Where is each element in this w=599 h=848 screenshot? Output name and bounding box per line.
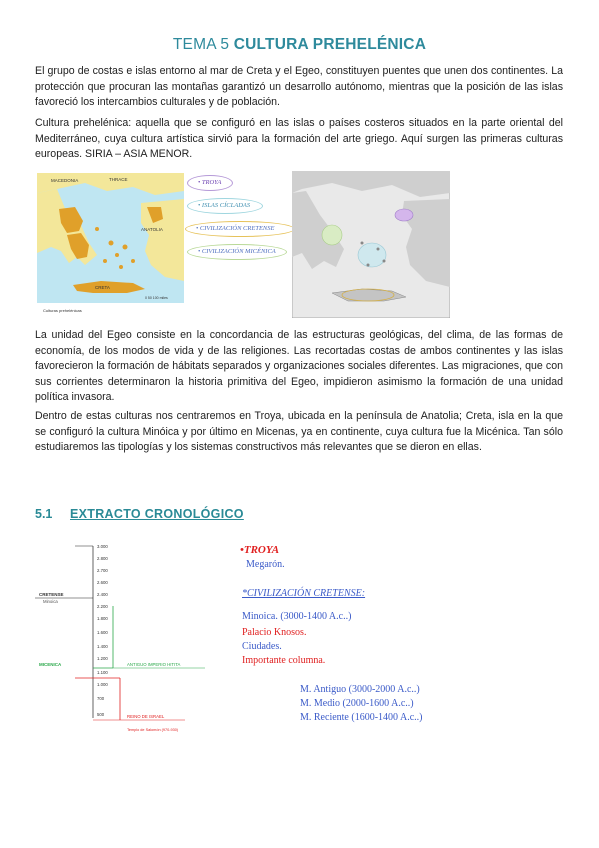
title-prefix: TEMA 5 (172, 36, 234, 53)
section-number: 5.1 (35, 507, 53, 521)
chrono-cretense: CRETENSE (39, 592, 64, 597)
paragraph-cultures: Dentro de estas culturas nos centraremos en Troya, ubicada en la península de Anatolia; Creta, isla en la que se configuró la cultura Minóica y por último en Micenas, ya en continente, cuya cultura fue la Micénica. Tan sólo estudiaremos las tipologías y los sistemas constructivos más relevantes que se dieron en ellas. (35, 410, 563, 454)
note-columna: Importante columna. (242, 655, 326, 666)
aegean-color-map (37, 173, 184, 316)
label-scale: 0 50 100 miles (145, 296, 168, 300)
map-caption: Culturas prehelénicas (43, 308, 82, 313)
chrono-year: 2.400 (97, 592, 108, 597)
section-heading (35, 507, 244, 521)
paragraph-intro: El grupo de costas e islas entorno al mar de Creta y el Egeo, constituyen puentes que unen dos continentes. La protección que procuran las montañas garantizó un desarrollo autónomo, mientras que la posición de las islas favoreció los intercambios culturales y de población. (35, 65, 563, 109)
note-civ-cretense: *CIVILIZACIÓN CRETENSE: (242, 588, 366, 599)
chrono-year: 1.400 (97, 644, 108, 649)
chrono-micenica: MICENICA (39, 662, 62, 667)
chrono-year: 2.700 (97, 568, 108, 573)
note-medio: M. Medio (2000-1600 A.c..) (300, 698, 414, 709)
note-ciudades: Ciudades. (242, 641, 282, 652)
chrono-year: 3.000 (97, 544, 108, 549)
chrono-year: 2.800 (97, 556, 108, 561)
chrono-year: 1.800 (97, 616, 108, 621)
note-palacio: Palacio Knosos. (242, 627, 307, 638)
legend-troya: • TROYA (187, 175, 233, 191)
chrono-israel: REINO DE ISRAEL (127, 714, 165, 719)
chrono-year: 1.600 (97, 630, 108, 635)
legend-micenica: • CIVILIZACIÓN MICÉNICA (187, 244, 287, 260)
section-title: EXTRACTO CRONOLÓGICO (70, 507, 244, 521)
paragraph-unity: La unidad del Egeo consiste en la concordancia de las estructuras geológicas, del clima, de las formas de economía, de los modos de vida y de las religiones. Las recortadas costas de ambos continentes y las islas favorecieron la formación de hábitats separados y organizaciones sociales diferentes. Las migraciones, que con sus corrientes determinaron la historia primitiva del Egeo, impidieron asimismo la formación de una unidad política invasora. (35, 329, 563, 404)
chrono-year: 500 (97, 712, 105, 717)
note-antiguo: M. Antiguo (3000-2000 A.c..) (300, 684, 420, 695)
aegean-grey-map (292, 171, 450, 318)
label-macedonia: MACEDONIA (51, 178, 79, 183)
chrono-hitita: ANTIGUO IMPERIO HITITA (127, 662, 181, 667)
chrono-year: 2.200 (97, 604, 108, 609)
chrono-year: 700 (97, 696, 105, 701)
legend-cicladas: • ISLAS CÍCLADAS (187, 198, 263, 214)
chrono-templo: Templo de Salomón (970-930) (127, 728, 179, 732)
note-megaron: Megarón. (246, 559, 285, 570)
label-creta: CRETA (95, 285, 110, 290)
chrono-year: 1.000 (97, 682, 108, 687)
legend-cretense: • CIVILIZACIÓN CRETENSE (185, 221, 295, 237)
civilizations-legend (183, 174, 293, 274)
notes-block (238, 544, 468, 734)
page-title (0, 36, 599, 54)
title-main: CULTURA PREHELÉNICA (233, 36, 427, 53)
chronology-chart (35, 540, 230, 740)
paragraph-definition: Cultura prehelénica: aquella que se configuró en las islas o países costeros situados en la parte oriental del Mediterráneo, cuya cultura artística sirvió para la formación del arte griego. Aquí surgen las primeras culturas europeas. SIRIA – ASIA MENOR. (35, 117, 563, 161)
chrono-minoica: Minoica (43, 599, 58, 604)
chrono-year: 1.200 (97, 656, 108, 661)
label-thrace: THRACE (109, 177, 128, 182)
note-reciente: M. Reciente (1600-1400 A.c..) (300, 712, 423, 723)
note-minoica: Minoica. (3000-1400 A.c..) (242, 611, 352, 622)
note-troya: •TROYA (240, 544, 280, 556)
label-anatolia: ANATOLIA (141, 227, 163, 232)
chrono-year: 2.600 (97, 580, 108, 585)
chrono-year: 1.100 (97, 670, 108, 675)
